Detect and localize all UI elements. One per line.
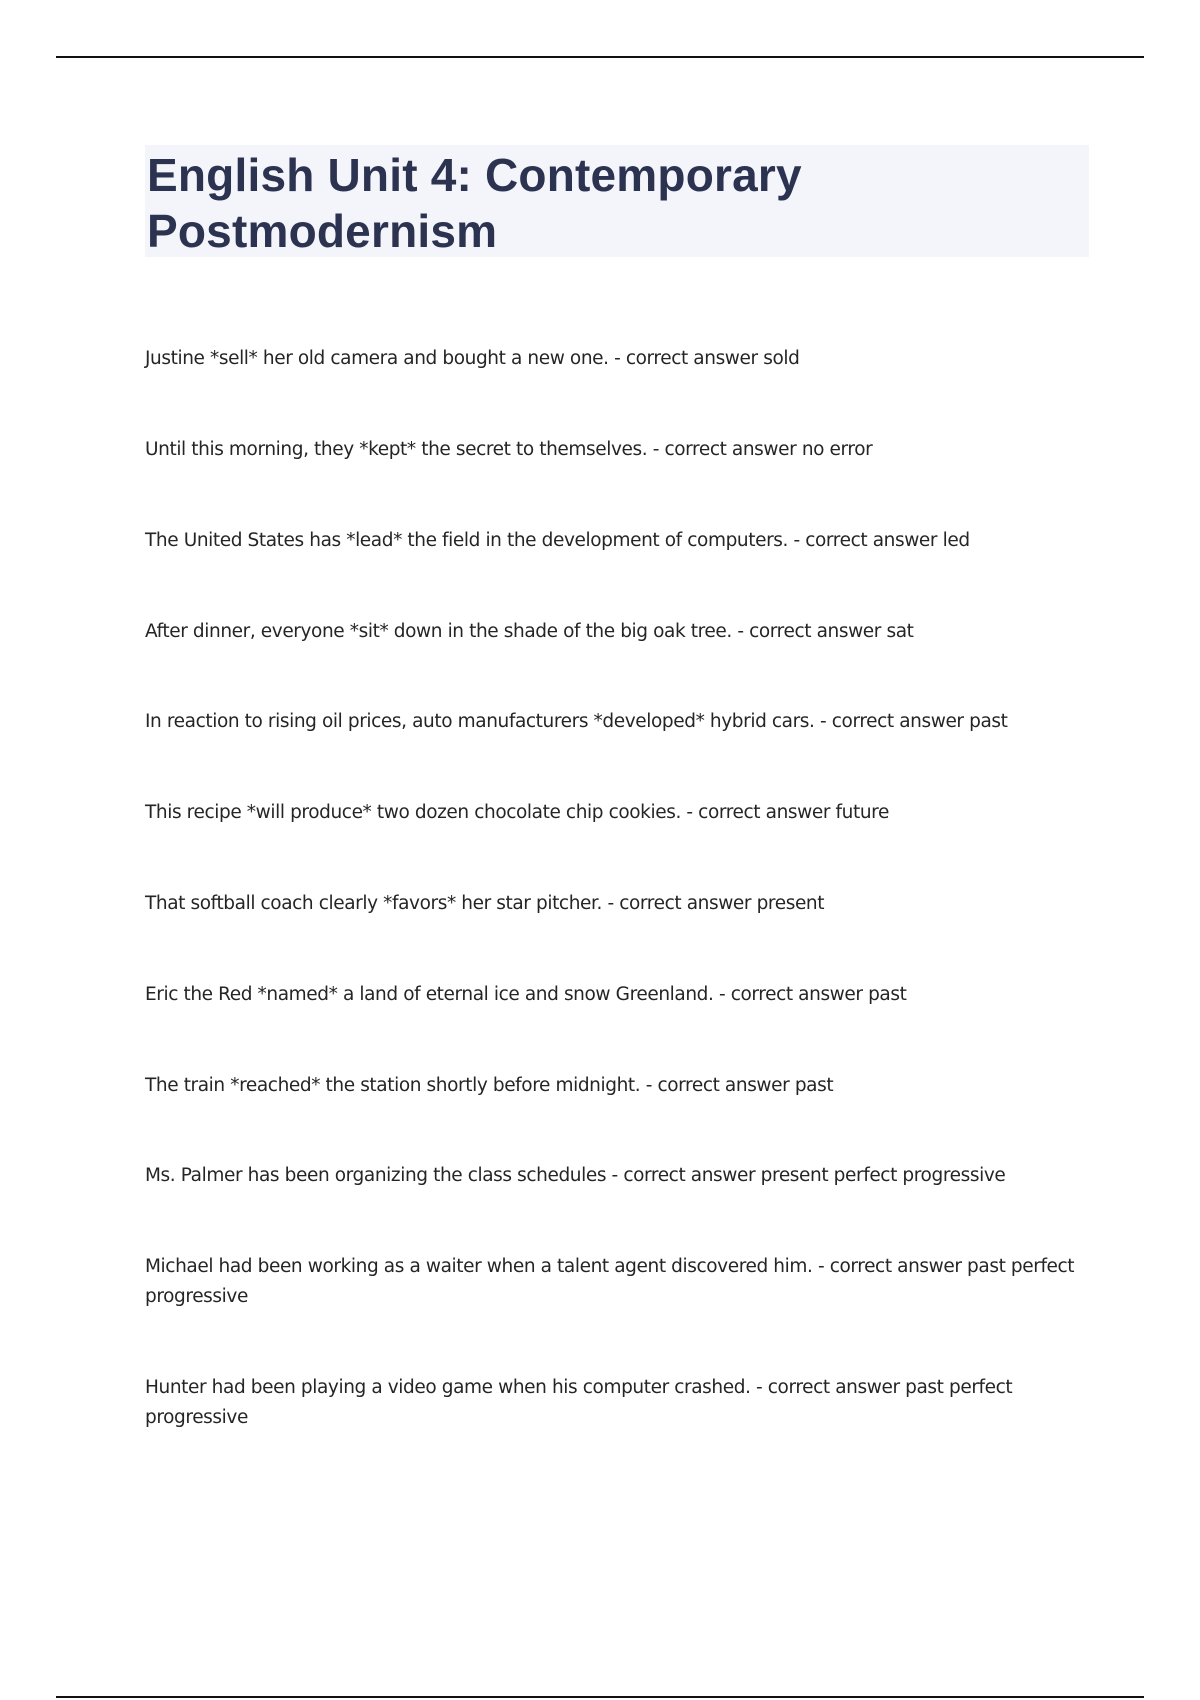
top-rule	[56, 56, 1144, 58]
qa-item: Ms. Palmer has been organizing the class schedules - correct answer present perfect progressive	[145, 1165, 1006, 1186]
title-banner	[145, 145, 1089, 257]
qa-item: After dinner, everyone *sit* down in the shade of the big oak tree. - correct answer sat	[145, 621, 914, 642]
bottom-rule	[56, 1696, 1144, 1698]
qa-item: Michael had been working as a waiter when a talent agent discovered him. - correct answer past perfect progressive	[145, 1256, 1075, 1307]
qa-item: Eric the Red *named* a land of eternal ice and snow Greenland. - correct answer past	[145, 984, 907, 1005]
qa-item: Until this morning, they *kept* the secret to themselves. - correct answer no error	[145, 439, 873, 460]
qa-item: In reaction to rising oil prices, auto manufacturers *developed* hybrid cars. - correct answer past	[145, 711, 1008, 732]
qa-item: That softball coach clearly *favors* her star pitcher. - correct answer present	[145, 893, 825, 914]
qa-item: The train *reached* the station shortly before midnight. - correct answer past	[145, 1075, 834, 1096]
qa-item: The United States has *lead* the field in the development of computers. - correct answer led	[145, 530, 970, 551]
qa-item: This recipe *will produce* two dozen chocolate chip cookies. - correct answer future	[145, 802, 889, 823]
qa-item: Justine *sell* her old camera and bought a new one. - correct answer sold	[145, 348, 800, 369]
page-title: English Unit 4: Contemporary Postmodernism	[147, 149, 802, 257]
qa-item: Hunter had been playing a video game when his computer crashed. - correct answer past perfect progressive	[145, 1377, 1013, 1428]
